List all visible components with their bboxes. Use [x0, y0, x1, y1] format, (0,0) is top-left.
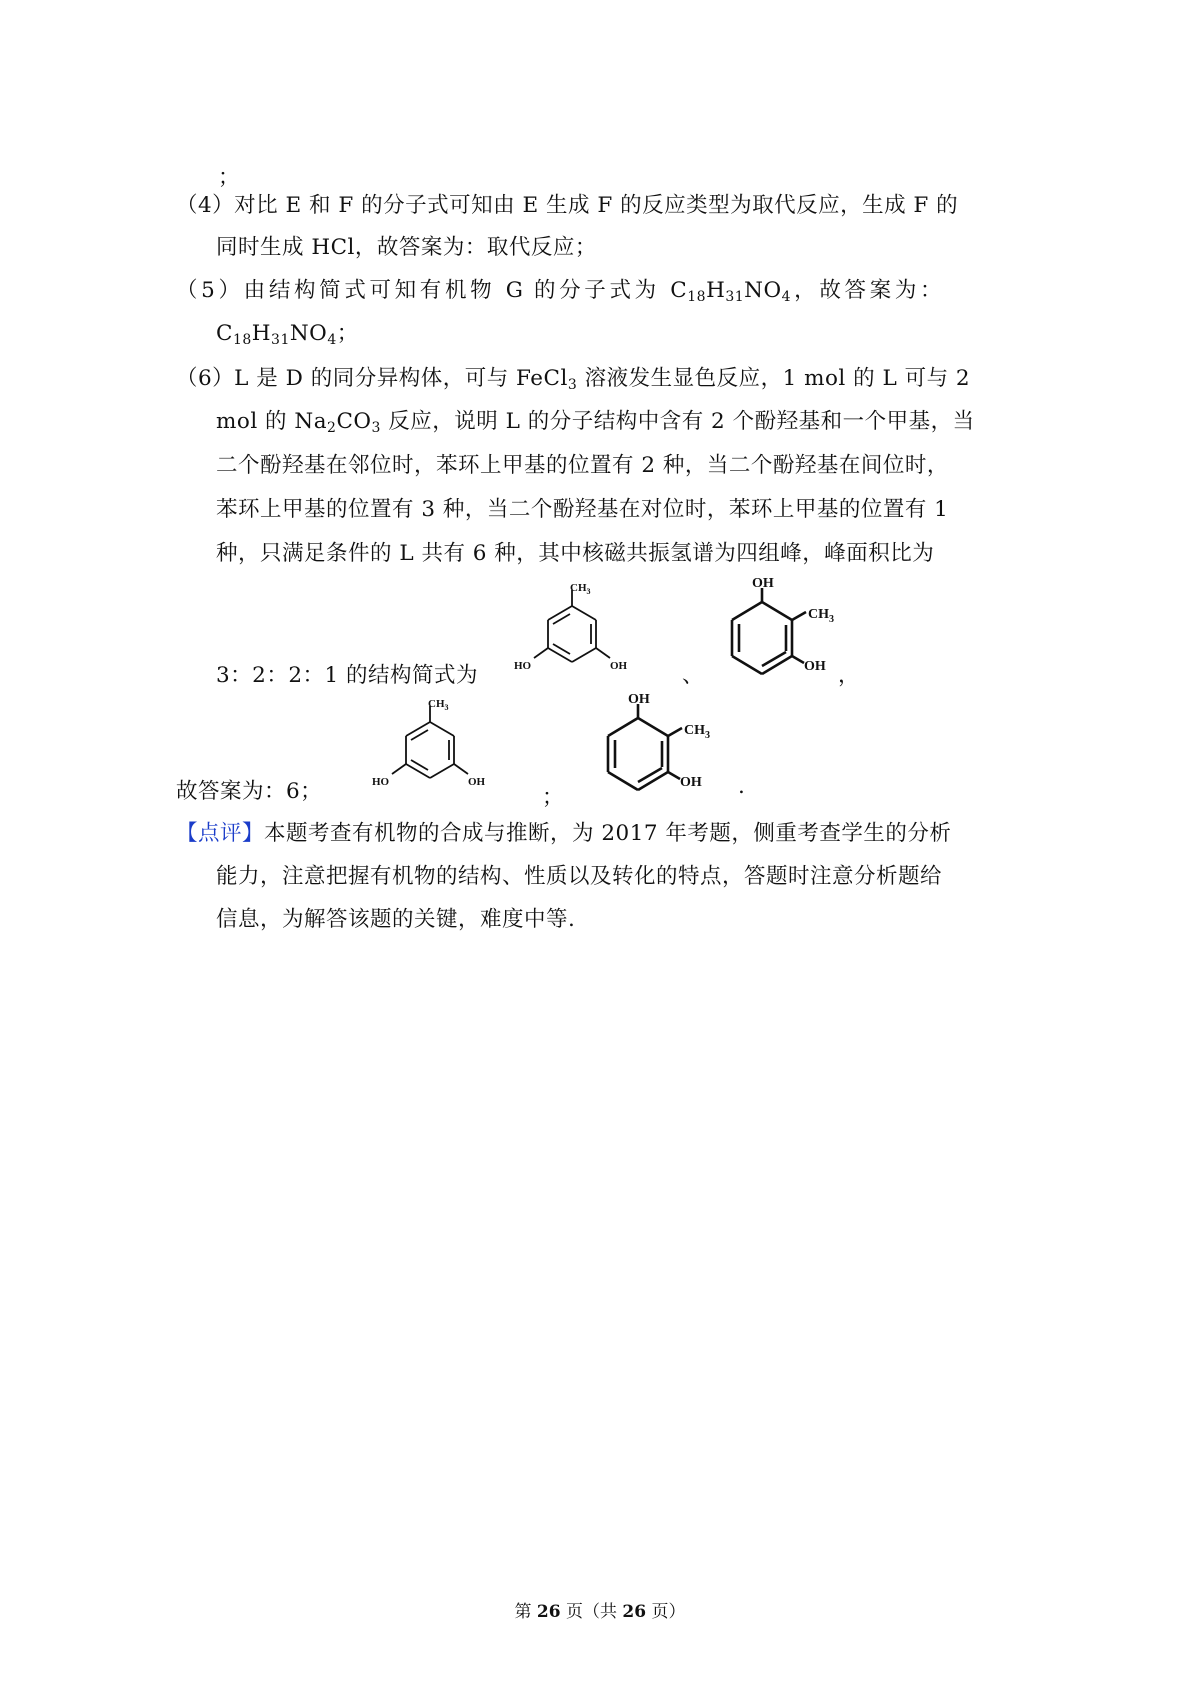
page-total: 26	[622, 1602, 647, 1622]
comment-bracket: 【点评】	[176, 821, 265, 846]
question-6-line-3: 二个酚羟基在邻位时，苯环上甲基的位置有 2 种，当二个酚羟基在间位时，	[216, 453, 949, 478]
hydroxyl-label: OH	[628, 692, 650, 707]
hydroxyl-label: OH	[680, 775, 702, 790]
question-6-line-1: （6）L 是 D 的同分异构体，可与 FeCl$_3$ 溶液发生显色反应，1 mol 的 L 可与 2	[176, 366, 971, 393]
question-5-line-1: （5）由结构简式可知有机物 G 的分子式为 $C_{18}H_{31}NO_4$，故答案为：	[176, 278, 942, 305]
hydroxyl-label: OH	[468, 776, 486, 788]
question-4-line-1: （4）对比 E 和 F 的分子式可知由 E 生成 F 的反应类型为取代反应，生成 F 的	[176, 193, 959, 218]
comment-line-1: 【点评】本题考查有机物的合成与推断，为 2017 年考题，侧重考查学生的分析	[176, 821, 952, 846]
separator-text: ；	[542, 785, 565, 810]
hydroxyl-label: OH	[752, 576, 774, 591]
question-6-line-4: 苯环上甲基的位置有 3 种，当二个酚羟基在对位时，苯环上甲基的位置有 1	[216, 497, 949, 522]
question-6-line-2: mol 的 $Na_2CO_3$ 反应，说明 L 的分子结构中含有 2 个酚羟基和一个甲基，当	[216, 409, 975, 436]
methyl-label: $CH_3$	[570, 582, 591, 596]
molecule-meta-diol	[510, 578, 650, 688]
hydroxyl-label: OH	[610, 660, 628, 672]
methyl-label: $CH_3$	[684, 723, 710, 741]
hydroxyl-label: HO	[372, 776, 390, 788]
separator-text: .	[738, 774, 746, 799]
hydroxyl-label: OH	[804, 659, 826, 674]
question-5-line-2: $C_{18}H_{31}NO_4$；	[216, 321, 359, 348]
page-footer: 第 26 页（共 26 页）	[514, 1602, 686, 1622]
text-line: ；	[218, 165, 241, 190]
question-6-line-6: 3：2：2：1 的结构简式为	[216, 663, 479, 688]
methyl-label: $CH_3$	[808, 607, 834, 625]
separator-text: ，	[838, 663, 861, 688]
page-number: 26	[536, 1602, 561, 1622]
answer-label: 故答案为：6；	[176, 779, 323, 804]
molecule-ortho-diol	[588, 682, 738, 817]
comment-line-2: 能力，注意把握有机物的结构、性质以及转化的特点，答题时注意分析题给	[216, 864, 943, 889]
molecule-meta-diol	[368, 694, 508, 804]
comment-line-3: 信息，为解答该题的关键，难度中等.	[216, 907, 576, 932]
hydroxyl-label: HO	[514, 660, 532, 672]
methyl-label: $CH_3$	[428, 698, 449, 712]
question-4-line-2: 同时生成 HCl，故答案为：取代反应；	[216, 235, 597, 260]
question-6-line-5: 种，只满足条件的 L 共有 6 种，其中核磁共振氢谱为四组峰，峰面积比为	[216, 541, 935, 566]
separator-text: 、	[682, 663, 705, 688]
